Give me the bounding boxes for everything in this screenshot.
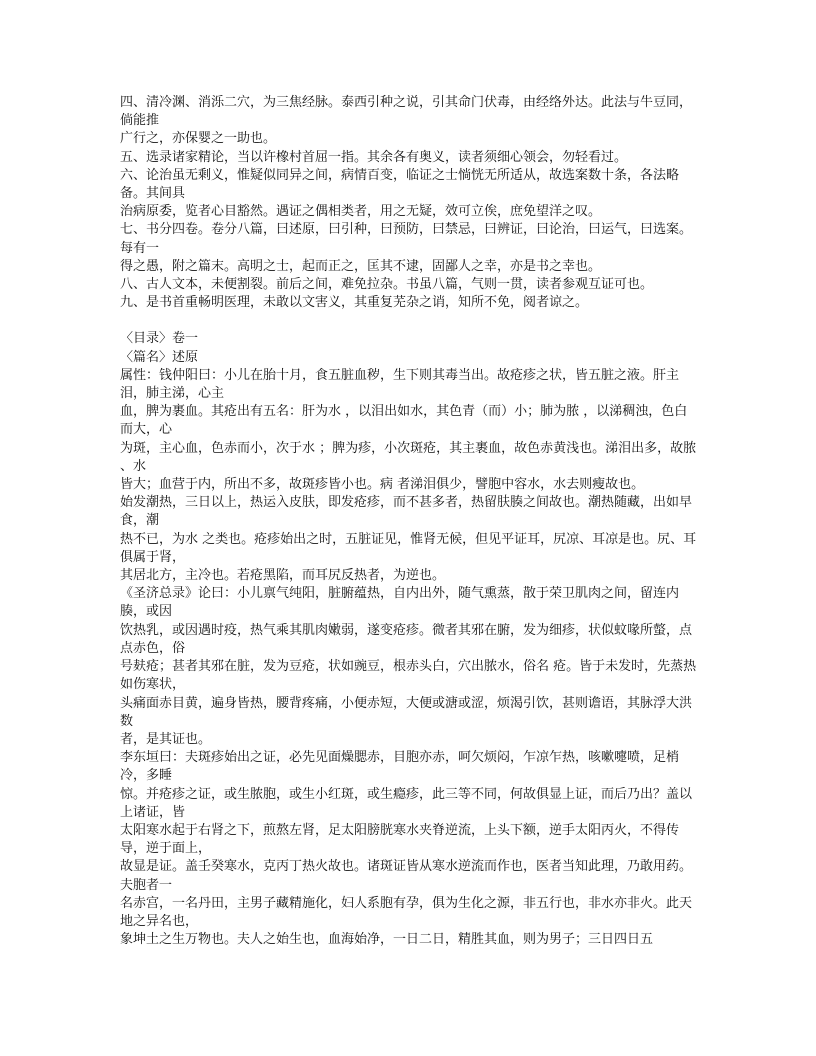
text-line: 李东垣曰：夫斑疹始出之证，必先见面燥腮赤，目胞亦赤，呵欠烦闷，乍凉乍热，咳嗽嚏喷，足梢冷，多睡 [120,750,680,784]
text-line: 七、书分四卷。卷分八篇，曰述原，曰引种，曰预防，曰禁忌，曰辨证，曰论治，曰运气，曰选案。每有一 [120,222,693,256]
text-line: 九、是书首重畅明医理，未敢以文害义，其重复芜杂之诮，知所不免，阅者谅之。 [120,295,589,311]
text-line: 始发潮热，三日以上，热运入皮肤，即发疮疹，而不甚多者，热留肤腠之间故也。潮热随藏，出如早食，潮 [120,495,693,529]
text-line: 皆大；血营于内，所出不多，故斑疹皆小也。病 者涕泪俱少，譬胞中容水，水去则瘦故也。 [120,477,645,493]
chapter-heading: 〈篇名〉述原 [120,349,199,365]
text-line: 属性：钱仲阳曰：小儿在胎十月，食五脏血秽，生下则其毒当出。故疮疹之状，皆五脏之液。肝主泪，肺主涕，心主 [120,367,680,402]
text-line: 者，是其证也。 [120,731,212,747]
text-line: 饮热乳，或因遇时疫，热气乘其肌肉嫩弱，遂变疮疹。微者其邪在腑，发为细疹，状似蚊喙所螫，点点赤色，俗 [120,622,693,656]
document-page [120,94,700,949]
catalog-heading: 〈目录〉卷一 [120,331,199,347]
text-line: 名赤宫，一名丹田，主男子藏精施化，妇人系胞有孕，俱为生化之源，非五行也，非水亦非火。此天地之异名也， [120,895,693,929]
text-line: 五、选录诸家精论，当以许橡村首屈一指。其余各有奥义，读者须细心领会，勿轻看过。 [120,149,628,165]
blank-line [120,312,700,330]
text-line: 六、论治虽无剩义，惟疑似同异之间，病情百变，临证之士惝恍无所适从，故选案数十条，各法略备。其间具 [120,167,680,202]
text-line: 太阳寒水起于右肾之下，煎熬左肾，足太阳膀胱寒水夹脊逆流，上头下额，逆手太阳丙火，不得传导，逆于面上， [120,822,680,857]
text-line: 象坤土之生万物也。夫人之始生也，血海始净，一日二日，精胜其血，则为男子；三日四日五 [120,932,654,948]
text-line: 惊。并疮疹之证，或生脓胞，或生小红斑，或生瘾疹，此三等不同，何故俱显上证，而后乃出？盖以上诸证，皆 [120,786,693,820]
text-line: 故显是证。盖壬癸寒水，克丙丁热火故也。诸斑证皆从寒水逆流而作也，医者当知此理，乃敢用药。夫胞者一 [120,859,693,893]
text-line: 为斑，主心血，色赤而小，次于水 ；脾为疹，小次斑疮，其主裹血，故色赤黄浅也。涕泪出多，故脓 、水 [120,440,697,474]
text-line: 《圣济总录》论曰：小儿禀气纯阳，脏腑蕴热，自内出外，随气熏蒸，散于荣卫肌肉之间，留连内腠，或因 [120,586,680,620]
text-line: 号麸疮；甚者其邪在脏，发为豆疮，状如豌豆，根赤头白，穴出脓水，俗名 疮。皆于未发时，先蒸热如伤寒状， [120,659,697,693]
text-line: 血，脾为裹血。其疮出有五名：肝为水 ，以泪出如水，其色青（而）小；肺为脓 ，以涕稠浊，色白而大，心 [120,404,688,438]
text-line: 热不已，为水 之类也。疮疹始出之时，五脏证见，惟肾无候，但见平证耳，尻凉、耳凉是也。尻、耳俱属于肾， [120,531,697,565]
text-line: 四、清冷渊、消泺二穴，为三焦经脉。泰西引种之说，引其命门伏毒，由经络外达。此法与牛豆同，倘能推 [120,95,693,129]
text-line: 治病原委，览者心目豁然。遇证之偶相类者，用之无疑，效可立俟，庶免望洋之叹。 [120,204,602,220]
text-line: 八、古人文本，未便割裂。前后之间，难免拉杂。书虽八篇，气则一贯，读者参观互证可也。 [120,277,654,293]
text-line: 广行之，亦保婴之一助也。 [120,131,277,147]
text-line: 头痛面赤目黄，遍身皆热，腰背疼痛，小便赤短，大便或溏或涩，烦渴引饮，甚则谵语，其脉浮大洪数 [120,695,693,729]
text-line: 其居北方，主冷也。若疮黑陷，而耳尻反热者，为逆也。 [120,568,446,584]
text-line: 得之愚，附之篇末。高明之士，起而正之，匡其不逮，固鄙人之幸，亦是书之幸也。 [120,258,602,274]
